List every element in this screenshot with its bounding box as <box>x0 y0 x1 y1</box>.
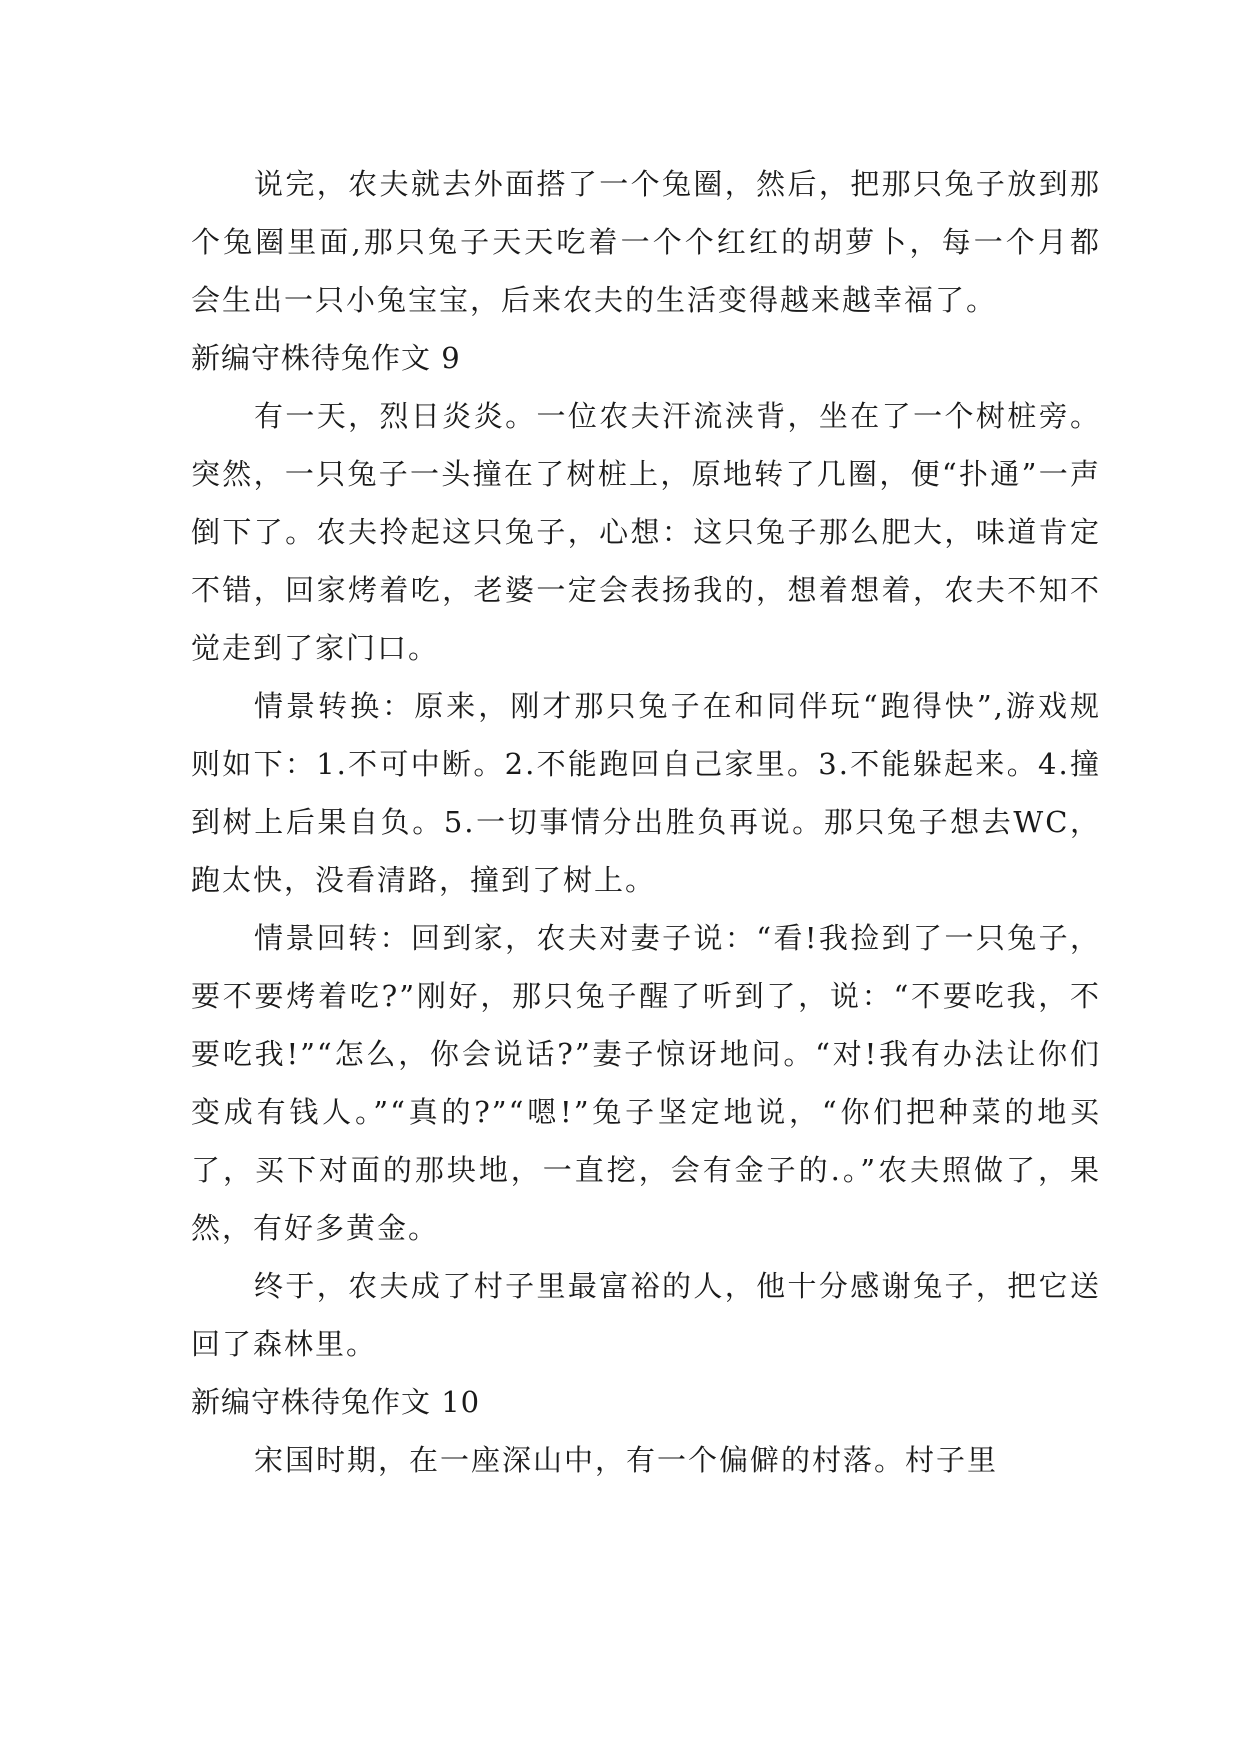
paragraph-scene-change: 情景转换：原来，刚才那只兔子在和同伴玩“跑得快”,游戏规则如下：1.不可中断。2.不能跑回自己家里。3.不能躲起来。4.撞到树上后果自负。5.一切事情分出胜负再说。那只兔子想去WC，跑太快，没看清路，撞到了树上。 <box>191 689 1101 897</box>
paragraph-rabbit-hits-stump: 有一天，烈日炎炎。一位农夫汗流浃背，坐在了一个树桩旁。突然，一只兔子一头撞在了树桩上，原地转了几圈，便“扑通”一声倒下了。农夫拎起这只兔子，心想：这只兔子那么肥大，味道肯定不错，回家烤着吃，老婆一定会表扬我的，想着想着，农夫不知不觉走到了家门口。 <box>191 399 1101 665</box>
section-heading-10: 新编守株待兔作文 10 <box>191 1385 481 1419</box>
section-heading-9: 新编守株待兔作文 9 <box>191 341 461 375</box>
paragraph-intro: 说完，农夫就去外面搭了一个兔圈，然后，把那只兔子放到那个兔圈里面,那只兔子天天吃着一个个红红的胡萝卜，每一个月都会生出一只小兔宝宝，后来农夫的生活变得越来越幸福了。 <box>191 167 1101 317</box>
paragraph-scene-return: 情景回转：回到家，农夫对妻子说：“看!我捡到了一只兔子，要不要烤着吃?”刚好，那只兔子醒了听到了，说：“不要吃我，不要吃我!”“怎么，你会说话?”妻子惊讶地问。“对!我有办法让你们变成有钱人。”“真的?”“嗯!”兔子坚定地说，“你们把种菜的地买了，买下对面的那块地，一直挖，会有金子的.。”农夫照做了，果然，有好多黄金。 <box>191 921 1101 1245</box>
document-body <box>191 155 1101 1489</box>
paragraph-song-dynasty: 宋国时期，在一座深山中，有一个偏僻的村落。村子里 <box>254 1443 999 1477</box>
paragraph-ending: 终于，农夫成了村子里最富裕的人，他十分感谢兔子，把它送回了森林里。 <box>191 1269 1101 1361</box>
